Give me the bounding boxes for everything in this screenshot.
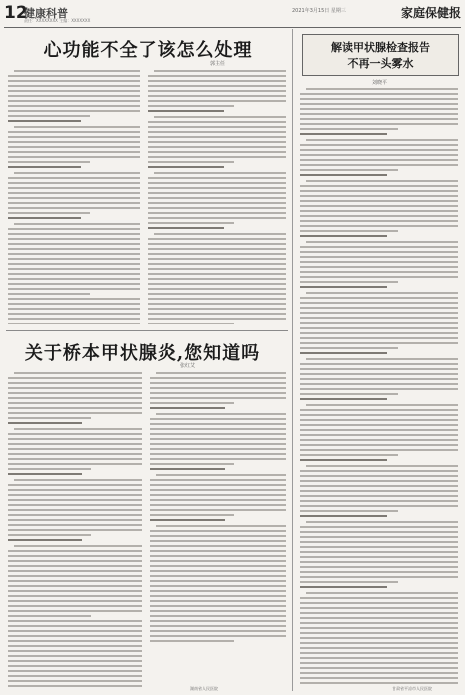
- issue-date: 2021年3月15日 星期三: [292, 8, 346, 14]
- thyroid-article-title-2: 不再一头雾水: [347, 57, 414, 70]
- heart-column-1: [8, 70, 140, 324]
- section-title: 健康科普: [24, 7, 68, 20]
- masthead: 家庭保健报: [400, 6, 461, 20]
- column-divider: [292, 29, 293, 691]
- page-number: 12: [4, 3, 28, 23]
- bridge-article-title: 关于桥本甲状腺炎,您知道吗: [24, 343, 261, 364]
- thyroid-affiliation: 甘肃省平凉市人民医院: [392, 686, 432, 691]
- thyroid-title-box: [302, 34, 459, 76]
- editor-info: 责任：XXXXXXXX 主编：XXXXXXX: [24, 18, 91, 23]
- bridge-article-author: 张红艾: [180, 363, 196, 369]
- heart-article-author: 郭主任: [210, 61, 226, 67]
- header-rule: [4, 27, 461, 28]
- heart-article-title: 心功能不全了该怎么处理: [43, 40, 253, 61]
- thyroid-column: [300, 88, 458, 684]
- bridge-column-1: [8, 372, 142, 687]
- thyroid-article-author: 刘晓平: [372, 80, 388, 86]
- bridge-affiliation: 湖南省人民医院: [190, 686, 218, 691]
- heart-column-2: [148, 70, 286, 324]
- bridge-column-2: [150, 372, 286, 687]
- thyroid-article-title-1: 解读甲状腺检查报告: [331, 41, 430, 54]
- article-divider: [6, 330, 288, 331]
- page-header: [4, 3, 461, 27]
